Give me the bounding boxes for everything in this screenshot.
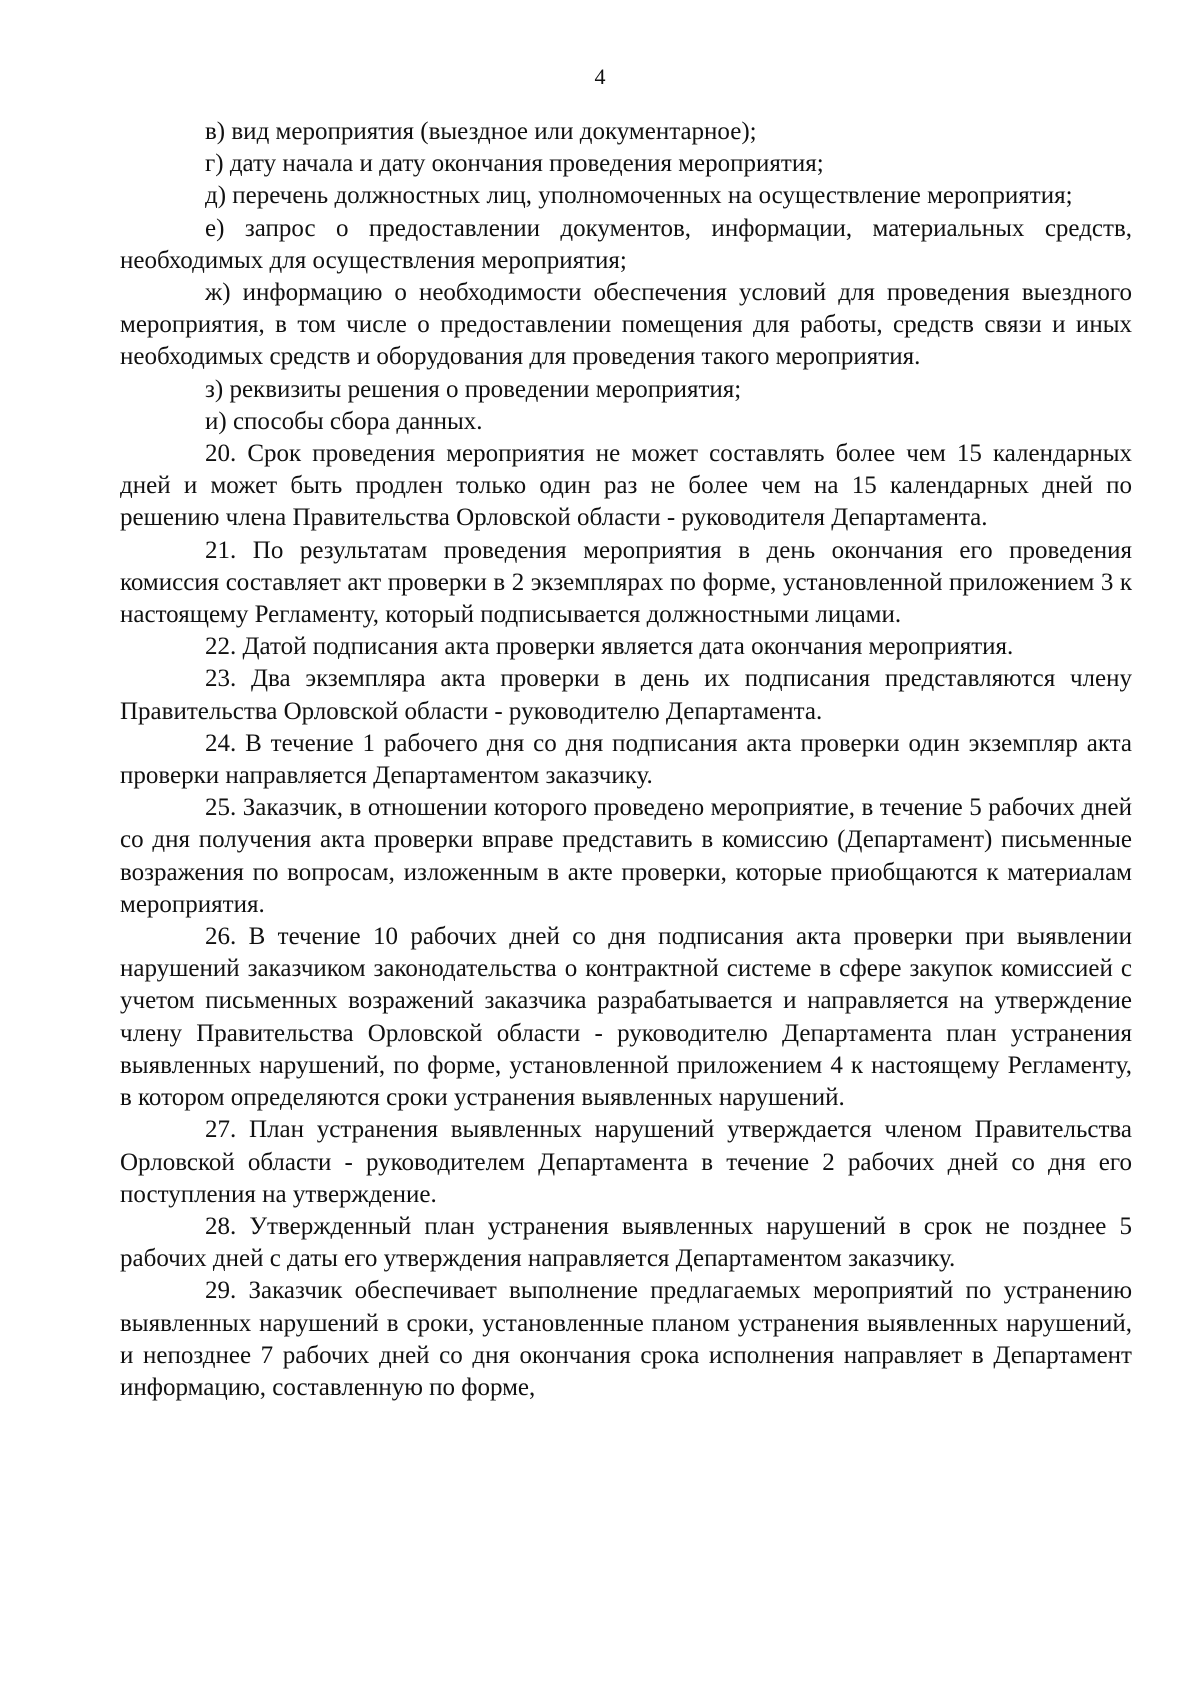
document-body xyxy=(120,116,1132,1404)
clause-22: 22. Датой подписания акта проверки является дата окончания мероприятия. xyxy=(205,633,1014,661)
clause-26: 26. В течение 10 рабочих дней со дня подписания акта проверки при выявлении нарушений заказчиком законодательства о контрактной системе в сфере закупок комиссией с учетом письменных возражений заказчика разрабатывается и направляется на утверждение члену Правительства Орловской области - руководителю Департамента план устранения выявленных нарушений, по форме, установленной приложением 4 к настоящему Регламенту, в котором определяются сроки устранения выявленных нарушений. xyxy=(120,923,1132,1112)
clause-25: 25. Заказчик, в отношении которого проведено мероприятие, в течение 5 рабочих дней со дня получения акта проверки вправе представить в комиссию (Департамент) письменные возражения по вопросам, изложенным в акте проверки, которые приобщаются к материалам мероприятия. xyxy=(120,794,1132,918)
clause-21: 21. По результатам проведения мероприятия в день окончания его проведения комиссия составляет акт проверки в 2 экземплярах по форме, установленной приложением 3 к настоящему Регламенту, который подписывается должностными лицами. xyxy=(120,536,1132,629)
clause-29: 29. Заказчик обеспечивает выполнение предлагаемых мероприятий по устранению выявленных нарушений в сроки, установленные планом устранения выявленных нарушений, и непозднее 7 рабочих дней со дня окончания срока исполнения направляет в Департамент информацию, составленную по форме, xyxy=(120,1277,1132,1401)
item-e-documents-request: е) запрос о предоставлении документов, информации, материальных средств, необходимых для осуществления мероприятия; xyxy=(120,214,1132,274)
clause-23: 23. Два экземпляра акта проверки в день их подписания представляются члену Правительства Орловской области - руководителю Департамента. xyxy=(120,665,1132,725)
clause-28: 28. Утвержденный план устранения выявленных нарушений в срок не позднее 5 рабочих дней с даты его утверждения направляется Департаментом заказчику. xyxy=(120,1212,1132,1273)
page-number: 4 xyxy=(594,64,606,89)
clause-20: 20. Срок проведения мероприятия не может составлять более чем 15 календарных дней и может быть продлен только один раз не более чем на 15 календарных дней по решению члена Правительства Орловской области - руководителя Департамента. xyxy=(120,440,1132,532)
item-z-decision-details: з) реквизиты решения о проведении мероприятия; xyxy=(205,375,742,403)
item-d-officials-list: д) перечень должностных лиц, уполномоченных на осуществление мероприятия; xyxy=(205,182,1073,210)
clause-24: 24. В течение 1 рабочего дня со дня подписания акта проверки один экземпляр акта проверки направляется Департаментом заказчику. xyxy=(120,729,1132,790)
clause-27: 27. План устранения выявленных нарушений утверждается членом Правительства Орловской области - руководителем Департамента в течение 2 рабочих дней со дня его поступления на утверждение. xyxy=(120,1116,1132,1208)
item-zh-conditions-info: ж) информацию о необходимости обеспечения условий для проведения выездного мероприятия, в том числе о предоставлении помещения для работы, средств связи и иных необходимых средств и оборудования для проведения такого мероприятия. xyxy=(120,279,1132,371)
item-v-event-type: в) вид мероприятия (выездное или документарное); xyxy=(205,118,757,145)
item-i-data-collection: и) способы сбора данных. xyxy=(205,407,483,435)
item-g-event-dates: г) дату начала и дату окончания проведения мероприятия; xyxy=(205,150,824,178)
